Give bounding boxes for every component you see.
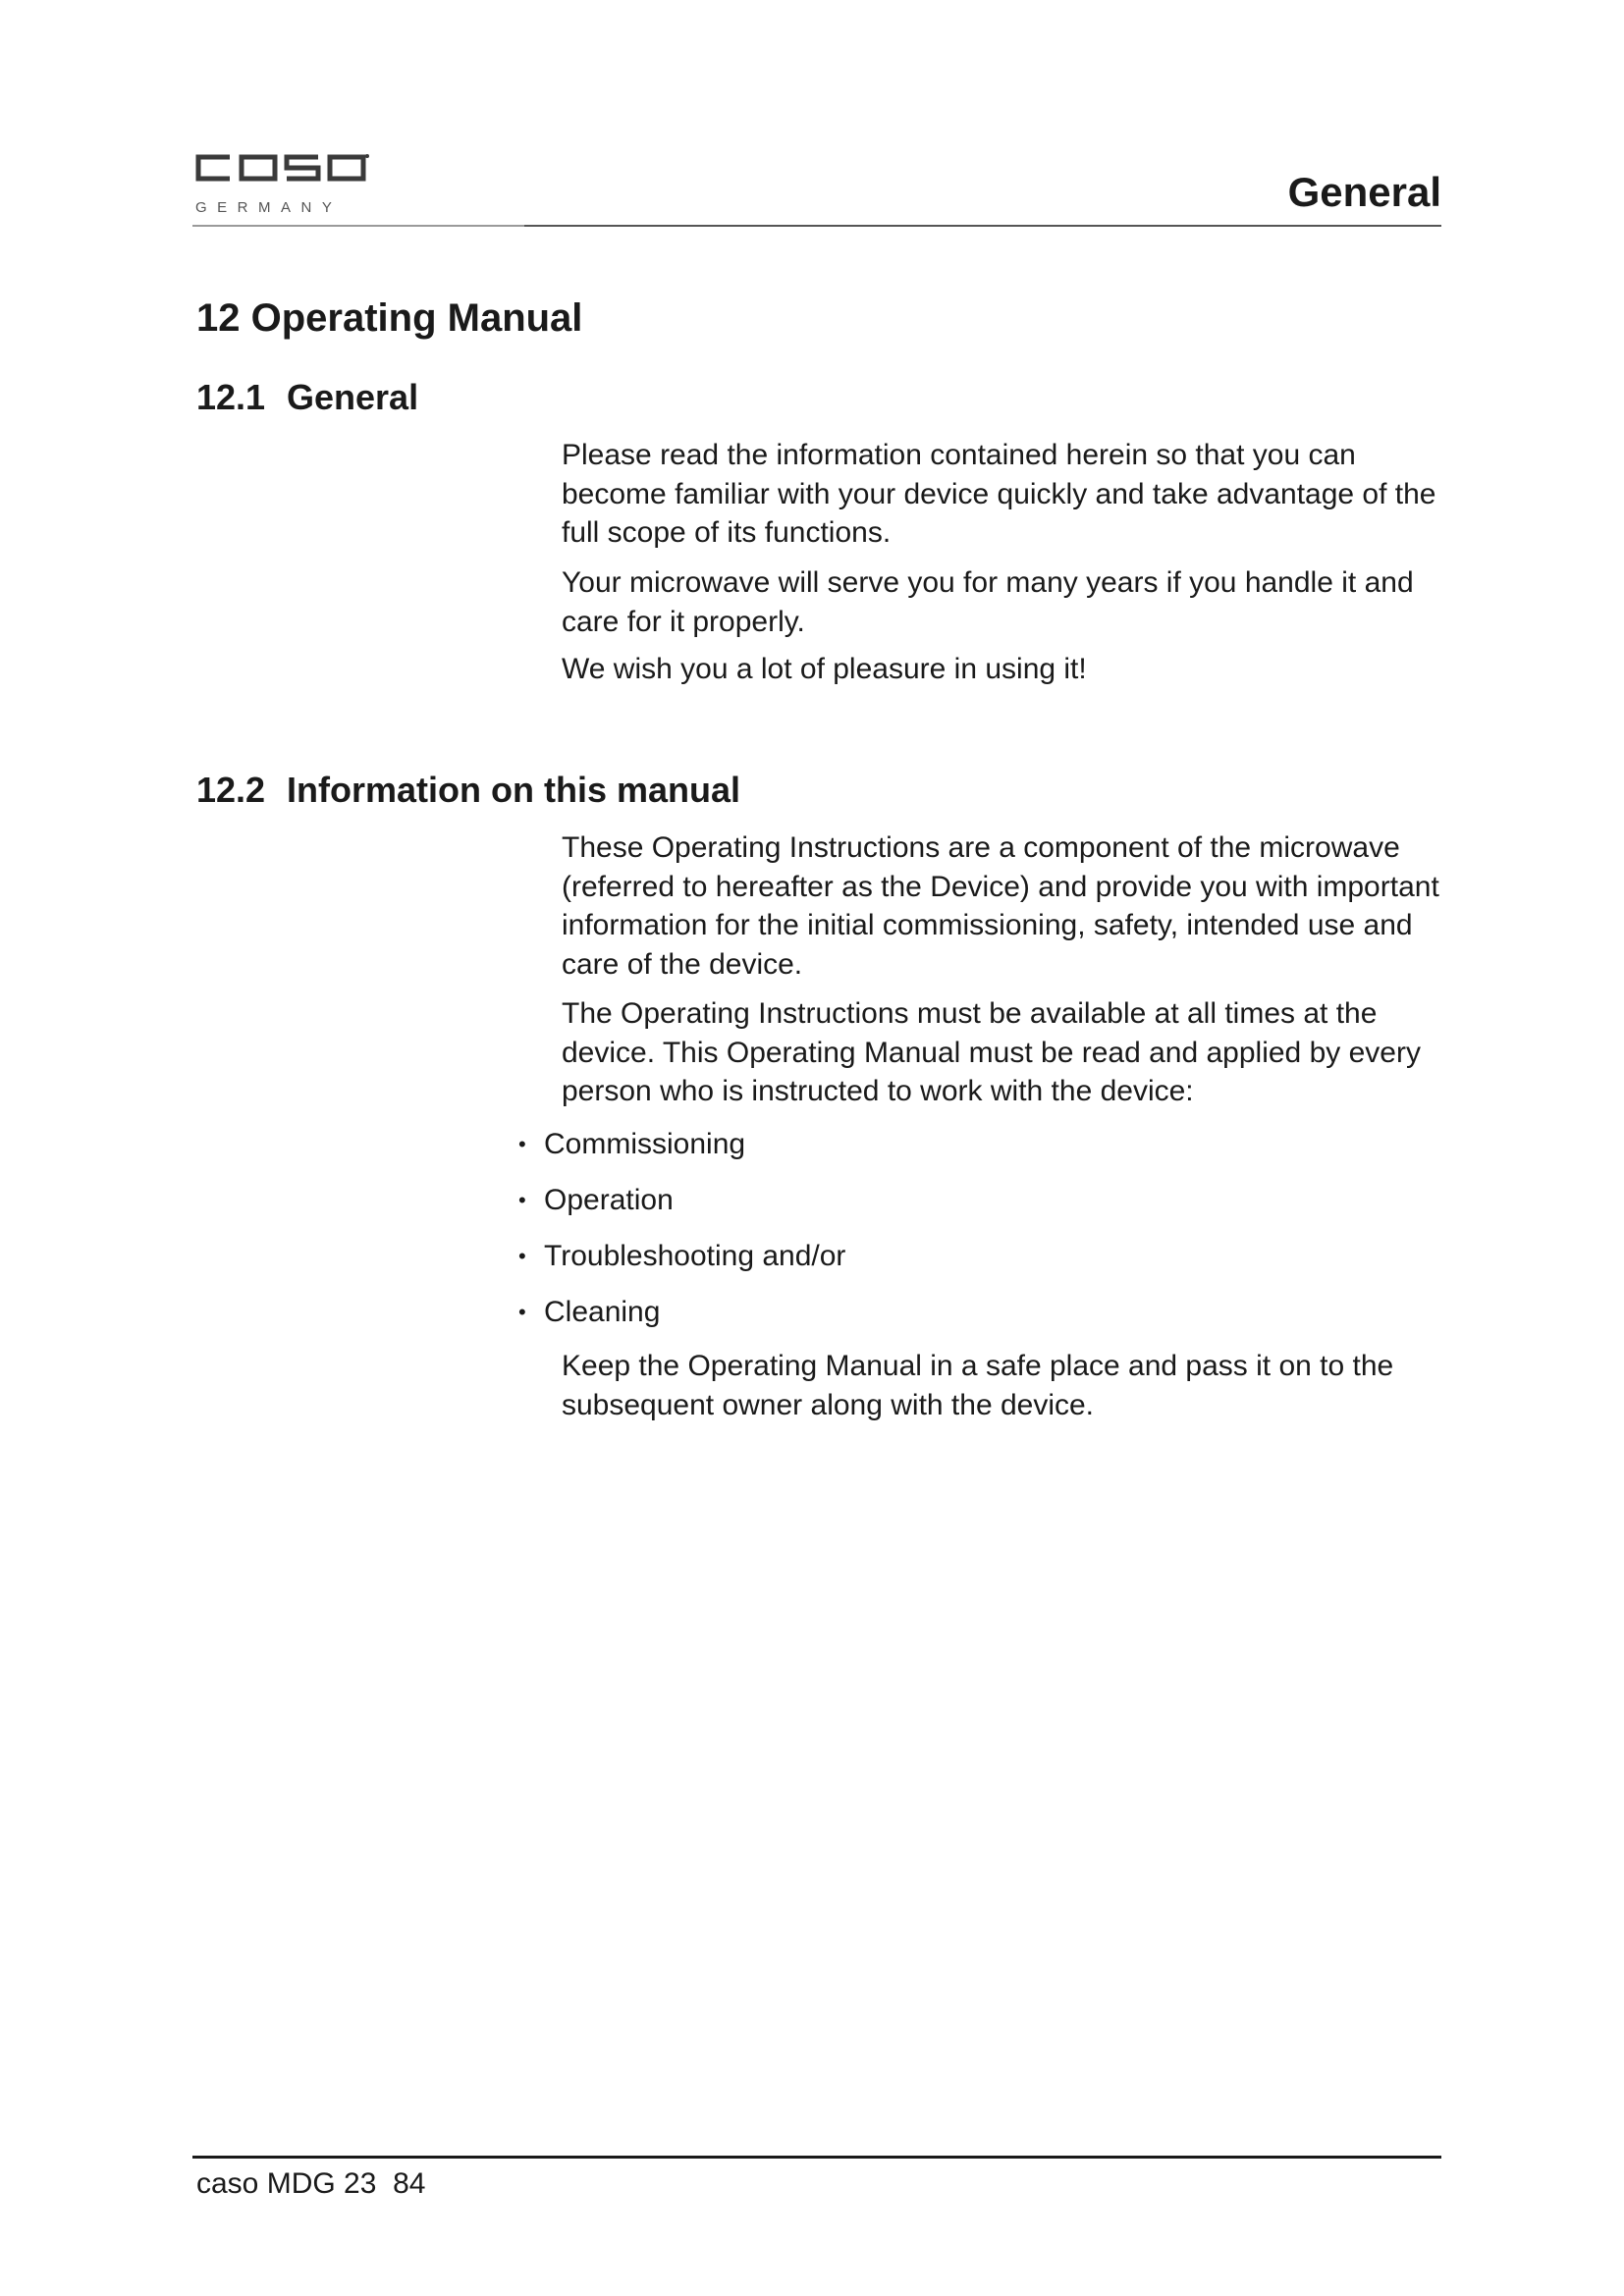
paragraph: Your microwave will serve you for many years if you handle it and care for it properly.	[562, 566, 1414, 638]
section-title: General	[287, 377, 419, 417]
header-section-title: General	[1287, 169, 1441, 215]
bullet-icon: •	[518, 1188, 526, 1212]
section-number: 12.2	[196, 770, 266, 810]
list-item-text: Cleaning	[544, 1296, 661, 1328]
paragraph: Keep the Operating Manual in a safe place and pass it on to the subsequent owner along with the device.	[562, 1350, 1394, 1421]
paragraph: We wish you a lot of pleasure in using it!	[562, 653, 1087, 685]
section-heading-general	[196, 377, 418, 418]
section-heading-information	[196, 770, 740, 811]
bullet-icon: •	[518, 1132, 526, 1156]
list-item	[514, 1237, 845, 1276]
list-item	[514, 1293, 845, 1332]
header-divider-dark	[524, 225, 1441, 227]
chapter-title: 12 Operating Manual	[196, 296, 583, 340]
list-item-text: Operation	[544, 1184, 674, 1216]
svg-text:GERMANY: GERMANY	[195, 199, 343, 216]
bullet-icon: •	[518, 1244, 526, 1268]
list-item-text: Troubleshooting and/or	[544, 1240, 846, 1272]
section-number: 12.1	[196, 377, 266, 417]
caso-logo-mark	[192, 147, 369, 226]
bullet-list	[514, 1125, 845, 1349]
footer-text: caso MDG 23 84	[196, 2167, 426, 2200]
bullet-icon: •	[518, 1300, 526, 1324]
paragraph: These Operating Instructions are a component of the microwave (referred to hereafter as the Device) and provide you with important information for the initial commissioning, safety, intended use and care of the device.	[562, 831, 1439, 981]
caso-logo	[192, 147, 369, 226]
footer-divider	[192, 2156, 1441, 2159]
section-title: Information on this manual	[287, 770, 741, 810]
list-item	[514, 1125, 845, 1164]
paragraph: Please read the information contained herein so that you can become familiar with your device quickly and take advantage of the full scope of its functions.	[562, 439, 1436, 549]
paragraph: The Operating Instructions must be available at all times at the device. This Operating Manual must be read and applied by every person who is instructed to work with the device:	[562, 997, 1421, 1107]
list-item-text: Commissioning	[544, 1128, 746, 1160]
list-item	[514, 1181, 845, 1220]
